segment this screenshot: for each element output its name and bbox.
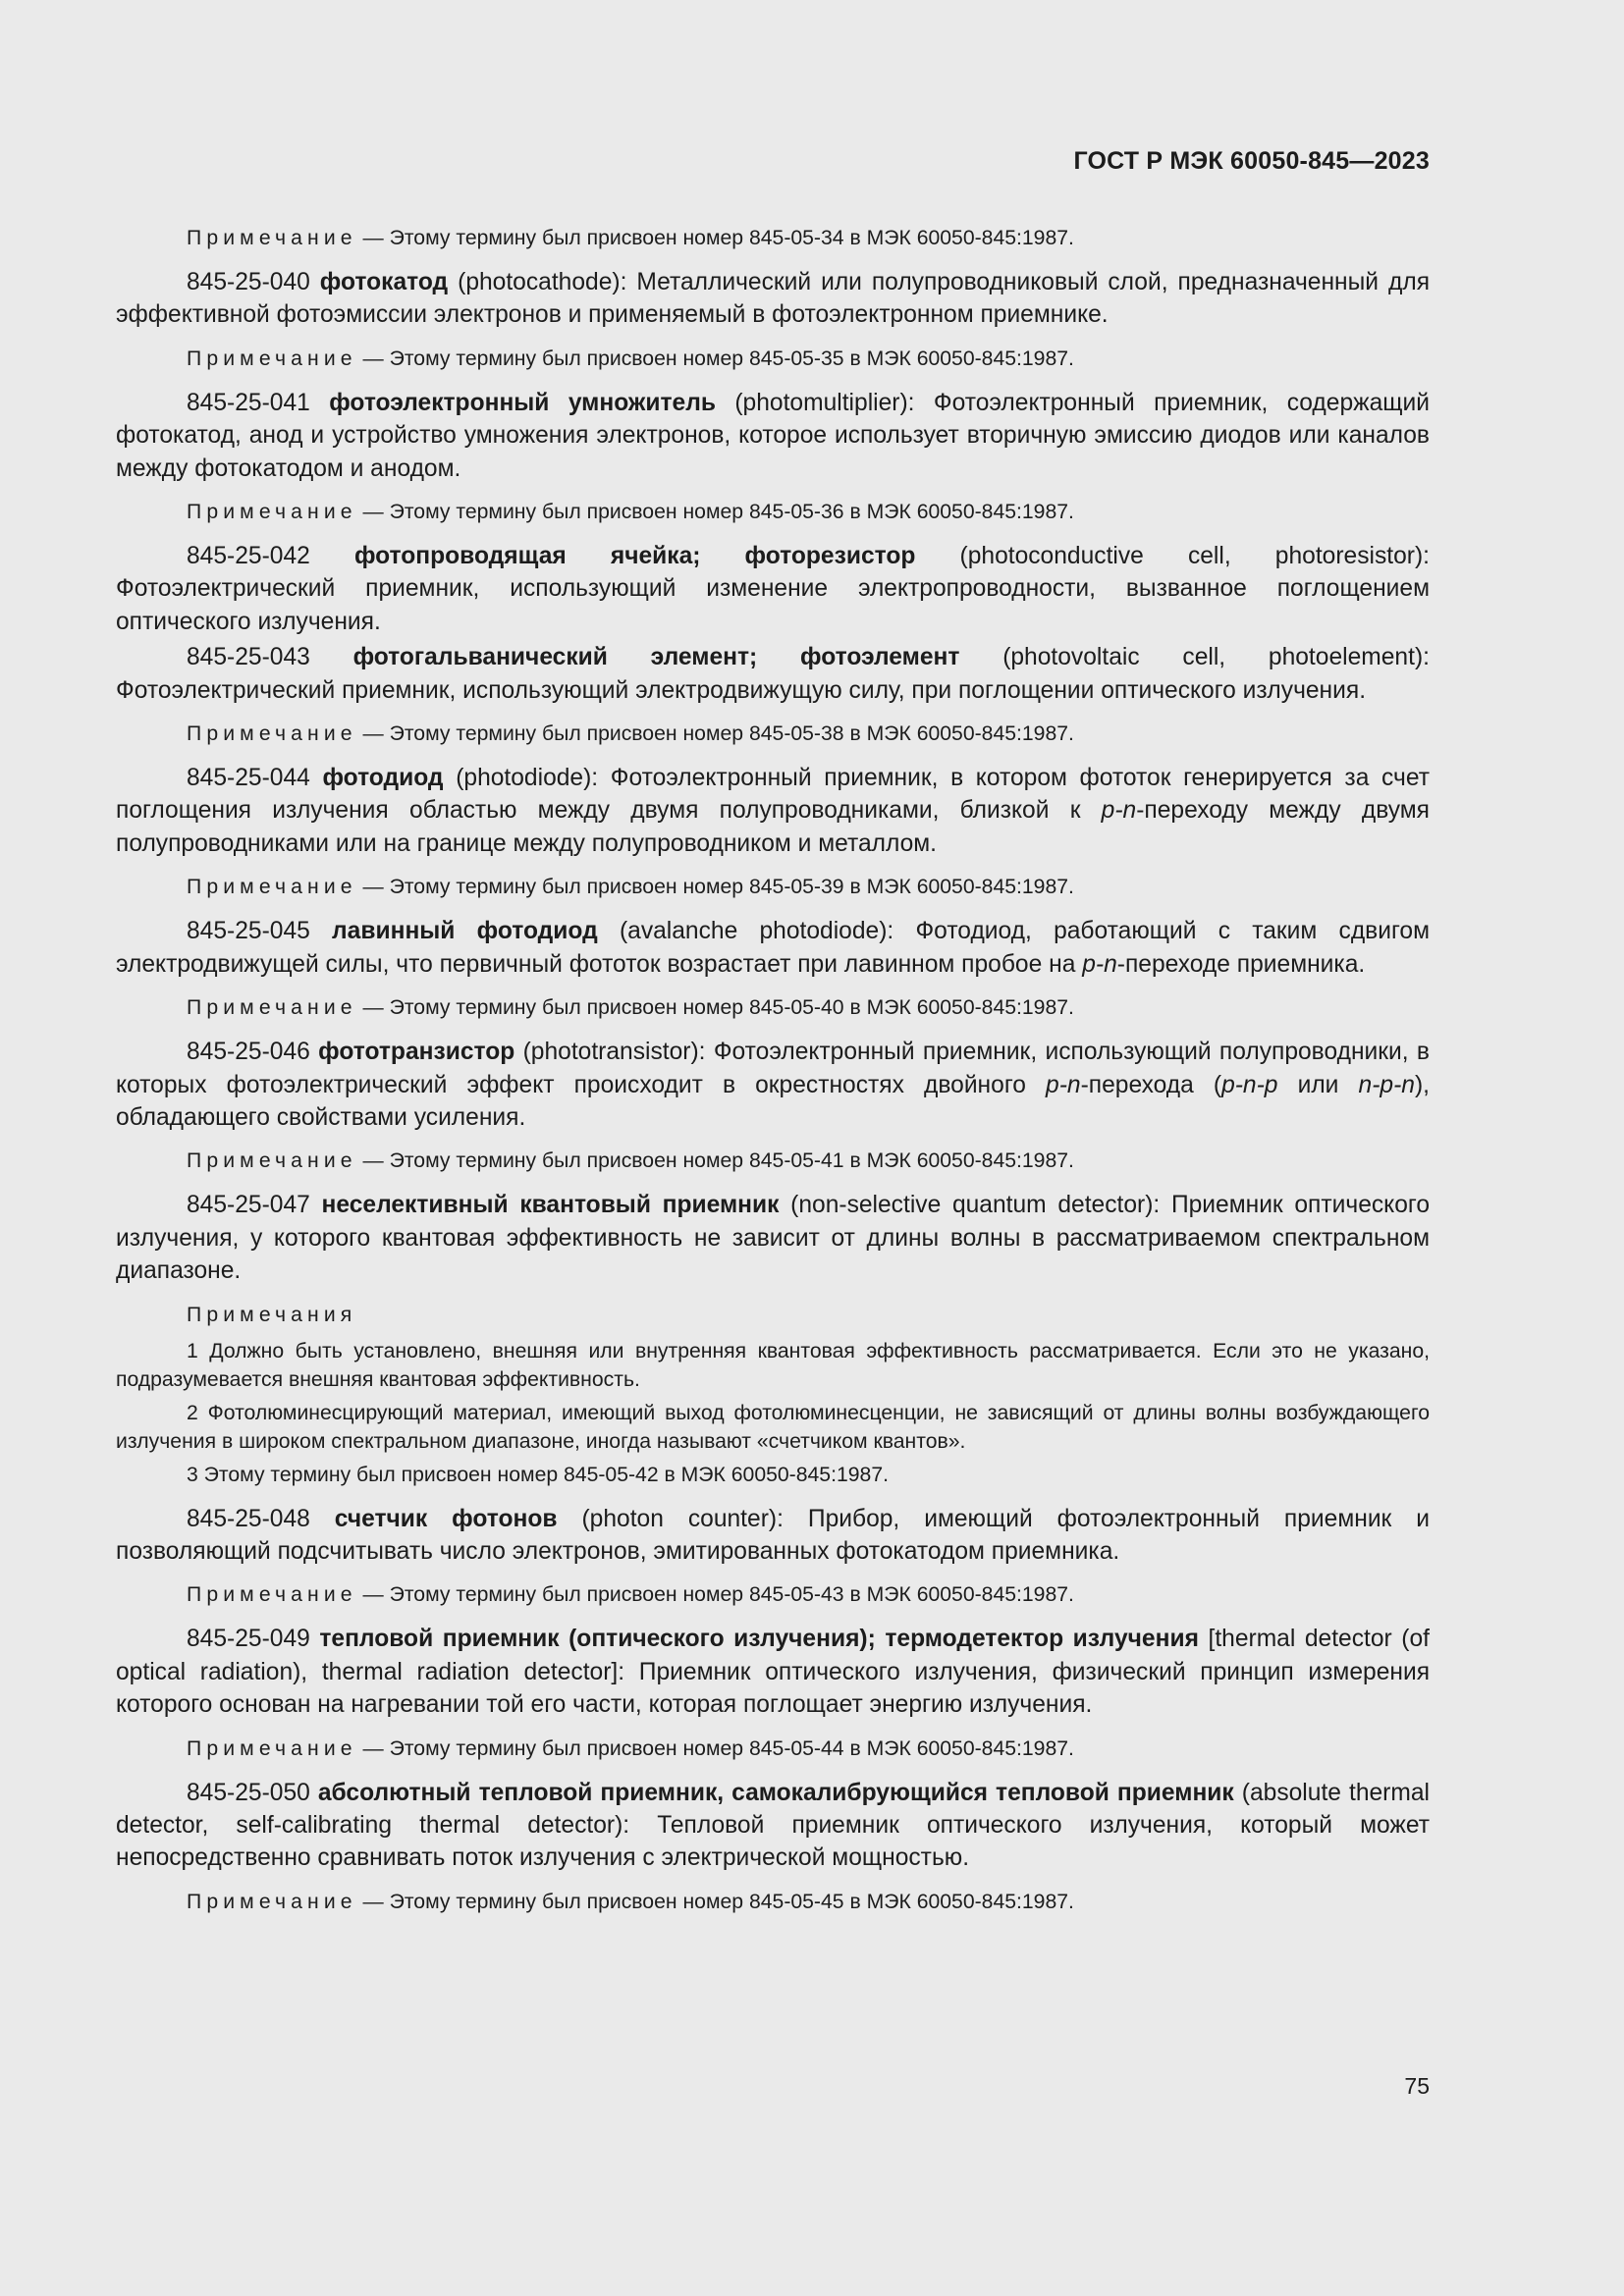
term-english: (photovoltaic cell, photoelement): (1002, 644, 1430, 671)
term-number: 845-25-044 (187, 765, 310, 792)
note-text: Этому термину был присвоен номер 845-05-40 в МЭК 60050-845:1987. (389, 996, 1074, 1020)
term-name: фототранзистор (318, 1039, 515, 1066)
term-name: фотокатод (319, 269, 449, 295)
term-note (116, 498, 1430, 526)
term-entry-845-25-045 (116, 915, 1430, 981)
note-text: Этому термину был присвоен номер 845-05-39 в МЭК 60050-845:1987. (389, 876, 1074, 899)
note-label: Примечание (187, 1736, 357, 1760)
note-text: Этому термину был присвоен номер 845-05-43 в МЭК 60050-845:1987. (389, 1583, 1074, 1607)
note-845-05-34 (116, 224, 1430, 252)
term-definition: Металлический или полупроводниковый слой, предназначенный для эффективной фотоэмиссии электронов и применяемый в фотоэлектронном приемнике. (116, 269, 1431, 329)
definition-part: Фотоэлектронный приемник, использующий полупроводники, в которых фотоэлектрический эффект происходит в окрестностях двойного (116, 1039, 1430, 1098)
note-label: Примечание (187, 722, 357, 746)
note-text: Этому термину был присвоен номер 845-05-38 в МЭК 60050-845:1987. (389, 722, 1074, 746)
note-label: Примечание (187, 996, 357, 1020)
note-label: Примечание (187, 876, 357, 899)
term-definition: Фотоэлектрический приемник, использующий электродвижущую силу, при поглощении оптического излучения. (116, 676, 1367, 704)
note-dash: — (356, 722, 390, 746)
definition-italic: n-p-n (1358, 1071, 1415, 1098)
term-english: (avalanche photodiode): (619, 918, 894, 945)
term-english: (photon counter): (581, 1505, 784, 1532)
term-name: фотопроводящая ячейка; фоторезистор (353, 543, 916, 570)
note-text: Этому термину был присвоен номер 845-05-45 в МЭК 60050-845:1987. (389, 1890, 1074, 1913)
term-number: 845-25-047 (187, 1192, 310, 1219)
standard-header: ГОСТ Р МЭК 60050-845—2023 (1073, 147, 1430, 175)
note-dash: — (356, 227, 390, 249)
document-page (116, 0, 1430, 2296)
note-text: Этому термину был присвоен номер 845-05-36 в МЭК 60050-845:1987. (389, 501, 1074, 524)
term-english: (absolute thermal detector, self-calibrating thermal detector): (116, 1779, 1430, 1839)
term-number: 845-25-050 (187, 1779, 310, 1806)
term-definition (116, 1039, 1430, 1131)
term-note (116, 345, 1430, 373)
term-entry-845-25-050 (116, 1777, 1430, 1875)
note-text: Этому термину был присвоен номер 845-05-35 в МЭК 60050-845:1987. (389, 347, 1074, 370)
page-number: 75 (1404, 2073, 1430, 2099)
note-label: Примечание (187, 227, 357, 249)
term-number: 845-25-042 (187, 543, 310, 570)
note-text: Этому термину был присвоен номер 845-05-34 в МЭК 60050-845:1987. (389, 227, 1074, 249)
note-item-1: 1 Должно быть установлено, внешняя или внутренняя квантовая эффективность рассматривается. Если это не указано, подразумевается внешняя квантовая эффективность. (116, 1339, 1430, 1391)
term-name: тепловой приемник (оптического излучения); термодетектор излучения (319, 1626, 1199, 1653)
term-name: фотодиод (322, 765, 444, 792)
note-dash: — (356, 1149, 390, 1173)
term-note (116, 720, 1430, 748)
definition-part: -переходу между двумя полупроводниками или на границе между полупроводником и металлом. (116, 797, 1430, 857)
term-number: 845-25-049 (187, 1626, 310, 1653)
note-label: Примечание (187, 501, 357, 524)
note-dash: — (356, 501, 390, 524)
term-definition: Фотоэлектрический приемник, использующий изменение электропроводности, вызванное поглощением оптического излучения. (116, 575, 1430, 635)
note-label: Примечание (187, 1149, 357, 1173)
term-entry-845-25-046 (116, 1036, 1430, 1134)
term-entry-845-25-047 (116, 1189, 1430, 1287)
term-entry-845-25-048 (116, 1503, 1430, 1569)
definition-italic: p-n (1101, 797, 1137, 825)
definition-part: -переходе приемника. (1116, 950, 1366, 978)
term-note (116, 1735, 1430, 1763)
term-english: (photodiode): (456, 765, 599, 792)
term-number: 845-25-048 (187, 1505, 310, 1532)
note-dash: — (356, 347, 390, 370)
note-dash: — (356, 996, 390, 1020)
term-english: (non-selective quantum detector): (790, 1192, 1161, 1219)
term-note (116, 993, 1430, 1022)
term-entry-845-25-040 (116, 266, 1430, 332)
note-item-3: 3 Этому термину был присвоен номер 845-05-42 в МЭК 60050-845:1987. (187, 1463, 889, 1486)
term-english: (photoconductive cell, photoresistor): (959, 543, 1431, 570)
term-note (116, 1888, 1430, 1916)
term-number: 845-25-041 (187, 389, 310, 416)
definition-part: Фотоэлектронный приемник, в котором фототок генерируется за счет поглощения излучения областью между двумя полупроводниками, близкой к (116, 765, 1430, 825)
definition-part: или (1277, 1071, 1359, 1098)
term-entry-845-25-049 (116, 1623, 1430, 1721)
term-entry-845-25-043 (116, 641, 1430, 707)
term-note (116, 873, 1430, 901)
term-name: неселективный квантовый приемник (321, 1192, 780, 1219)
definition-part: ), обладающего свойствами усиления. (116, 1071, 1430, 1131)
definition-italic: p-n-p (1221, 1071, 1278, 1098)
term-entry-845-25-041 (116, 387, 1430, 485)
term-definition: Приемник оптического излучения, физический принцип измерения которого основан на нагревании той его части, которая поглощает энергию излучения. (116, 1658, 1431, 1719)
term-number: 845-25-043 (187, 644, 310, 671)
note-dash: — (356, 1736, 390, 1760)
term-entry-845-25-044 (116, 762, 1430, 860)
term-note (116, 1580, 1430, 1609)
term-entry-845-25-042 (116, 540, 1430, 638)
term-note (116, 1147, 1430, 1175)
note-dash: — (356, 1890, 390, 1913)
note-label: Примечание (187, 347, 357, 370)
term-number: 845-25-045 (187, 918, 310, 945)
term-name: фотоэлектронный умножитель (329, 389, 716, 416)
note-dash: — (356, 876, 390, 899)
term-name: фотогальванический элемент; фотоэлемент (352, 644, 960, 671)
term-name: абсолютный тепловой приемник, самокалибрующийся тепловой приемник (317, 1779, 1234, 1806)
definition-part: -перехода ( (1080, 1071, 1222, 1098)
term-definition: Тепловой приемник оптического излучения, который может непосредственно сравнивать поток излучения с электрической мощностью. (116, 1811, 1431, 1872)
note-item-2: 2 Фотолюминесцирующий материал, имеющий выход фотолюминесценции, не зависящий от длины волны возбуждающего излучения в широком спектральном диапазоне, иногда называют «счетчиком квантов». (116, 1401, 1430, 1453)
note-text: Этому термину был присвоен номер 845-05-44 в МЭК 60050-845:1987. (389, 1736, 1074, 1760)
term-name: счетчик фотонов (334, 1505, 558, 1532)
term-definition (116, 765, 1430, 857)
term-number: 845-25-046 (187, 1039, 310, 1066)
term-name: лавинный фотодиод (332, 918, 598, 945)
notes-heading: Примечания (187, 1303, 357, 1326)
term-english: (phototransistor): (522, 1039, 706, 1066)
term-number: 845-25-040 (187, 269, 310, 295)
term-definition: Прибор, имеющий фотоэлектронный приемник и позволяющий подсчитывать число электронов, эмитированных фотокатодом приемника. (116, 1505, 1431, 1565)
note-label: Примечание (187, 1583, 357, 1607)
term-definition: Фотоэлектронный приемник, содержащий фотокатод, анод и устройство умножения электронов, которое использует вторичную эмиссию диодов или каналов между фотокатодом и анодом. (116, 389, 1430, 482)
term-english: (photocathode): (458, 269, 627, 295)
definition-italic: p-n (1046, 1071, 1081, 1098)
term-english: (photomultiplier): (734, 389, 915, 416)
definition-italic: p-n (1082, 950, 1117, 978)
term-definition: Приемник оптического излучения, у которого квантовая эффективность не зависит от длины волны в рассматриваемом спектральном диапазоне. (116, 1192, 1430, 1285)
note-text: Этому термину был присвоен номер 845-05-41 в МЭК 60050-845:1987. (389, 1149, 1074, 1173)
note-label: Примечание (187, 1890, 357, 1913)
document-body (116, 224, 1430, 1930)
term-english: [thermal detector (of optical radiation), thermal radiation detector]: (116, 1626, 1430, 1685)
definition-part: Фотодиод, работающий с таким сдвигом электродвижущей силы, что первичный фототок возрастает при лавинном пробое на (116, 918, 1430, 978)
note-dash: — (356, 1583, 390, 1607)
